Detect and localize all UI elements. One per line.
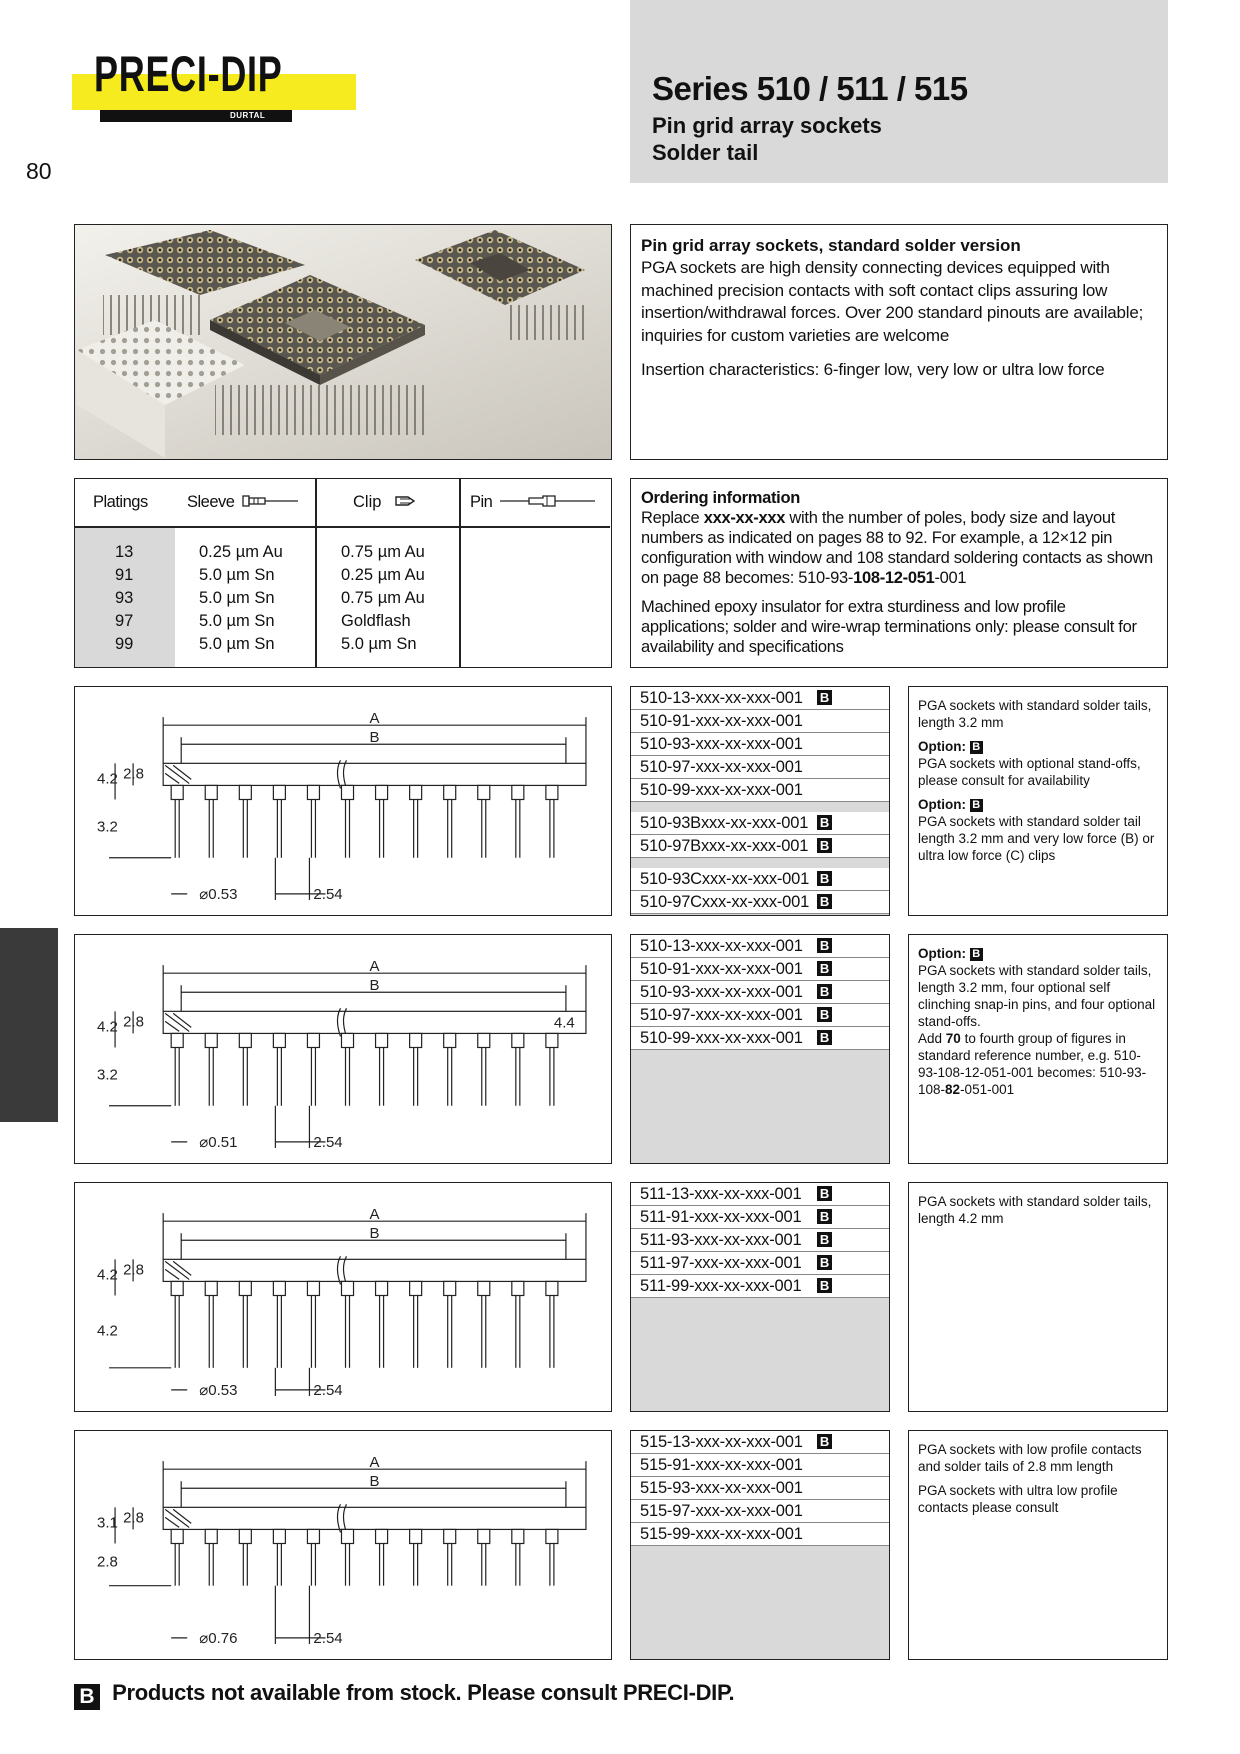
technical-drawing	[75, 935, 611, 1163]
platings-rows	[75, 541, 455, 656]
desc-text: PGA sockets with standard solder tails, length 4.2 mm	[918, 1194, 1152, 1226]
b-badge: B	[817, 1278, 832, 1293]
part-number: 515-97-xxx-xx-xxx-001	[640, 1502, 803, 1520]
product-photo	[74, 224, 612, 460]
b-badge: B	[817, 1030, 832, 1045]
contact-collar	[410, 1281, 422, 1295]
desc-section-4	[908, 1430, 1168, 1660]
contact-collar	[341, 1281, 353, 1295]
b-badge: B	[817, 1232, 832, 1247]
part-number: 510-13-xxx-xx-xxx-001	[640, 689, 803, 707]
logo-wordmark: PRECI-DIP	[94, 46, 283, 102]
dimension-label-height: 4.2	[97, 1266, 118, 1284]
socket-body	[163, 763, 586, 785]
desc-section-3	[908, 1182, 1168, 1412]
part-number: 510-91-xxx-xx-xxx-001	[640, 960, 803, 978]
b-badge: B	[970, 948, 983, 961]
contact-collar	[239, 1281, 251, 1295]
ordering-title: Ordering information	[641, 489, 801, 507]
series-title: Series 510 / 511 / 515	[652, 70, 968, 107]
plating-row: 13 0.25 µm Au 0.75 µm Au	[115, 543, 425, 561]
side-tab	[0, 928, 58, 1122]
header-sleeve: Sleeve	[187, 493, 300, 512]
clip-icon	[394, 494, 418, 508]
header-subtitle-2: Solder tail	[652, 140, 759, 165]
b-badge: B	[817, 984, 832, 999]
part-number: 515-93-xxx-xx-xxx-001	[640, 1479, 803, 1497]
partlist-section-2	[630, 934, 890, 1164]
contact-collar	[444, 1529, 456, 1543]
ordering-p2: Machined epoxy insulator for extra sturdiness and low profile applications; solder and wire-wrap terminations only: please consult for availability and specifications	[641, 598, 1137, 656]
part-number-row	[631, 868, 889, 891]
part-number-row	[631, 935, 889, 958]
plating-row: 91 5.0 µm Sn 0.25 µm Au	[115, 566, 425, 584]
contact-collar	[376, 1281, 388, 1295]
contact-collar	[239, 1033, 251, 1047]
contact-collar	[376, 1529, 388, 1543]
intro-body: PGA sockets are high density connecting devices equipped with machined precision contacts with soft contact clips assuring low insertion/withdrawal forces. Over 200 standard pinouts are available; inquiries for custom varieties are welcome	[641, 258, 1144, 345]
contact-collar	[273, 785, 285, 799]
part-number: 510-99-xxx-xx-xxx-001	[640, 1029, 803, 1047]
part-number: 510-97Bxxx-xx-xxx-001	[640, 837, 809, 855]
dimension-label-tail: 4.2	[97, 1322, 118, 1340]
part-number-row	[631, 958, 889, 981]
dimension-label-tail: 3.2	[97, 818, 118, 836]
socket-body	[163, 1011, 586, 1033]
part-number: 511-13-xxx-xx-xxx-001	[640, 1185, 802, 1203]
part-number: 510-91-xxx-xx-xxx-001	[640, 712, 803, 730]
desc-text: PGA sockets with standard solder tail length 3.2 mm and very low force (B) or ultra low force (C) clips	[918, 814, 1155, 863]
part-number: 511-97-xxx-xx-xxx-001	[640, 1254, 802, 1272]
b-badge: B	[74, 1684, 100, 1710]
list-gap	[631, 858, 889, 868]
contact-collar	[171, 1033, 183, 1047]
part-number-row	[631, 1252, 889, 1275]
part-number-row	[631, 1004, 889, 1027]
dimension-label-pitch: 2.54	[313, 1381, 343, 1399]
part-number: 510-97-xxx-xx-xxx-001	[640, 1006, 803, 1024]
contact-collar	[410, 785, 422, 799]
dimension-label-b: B	[369, 729, 380, 747]
contact-collar	[307, 1529, 319, 1543]
contact-collar	[273, 1529, 285, 1543]
dimension-label-b: B	[369, 1225, 380, 1243]
dimension-label-height: 4.2	[97, 1018, 118, 1036]
contact-collar	[410, 1529, 422, 1543]
part-number-row	[631, 687, 889, 710]
drawing-511	[74, 1182, 612, 1412]
part-number: 511-93-xxx-xx-xxx-001	[640, 1231, 802, 1249]
b-badge: B	[817, 1255, 832, 1270]
logo	[72, 44, 356, 126]
contact-collar	[341, 1033, 353, 1047]
part-number-row	[631, 1229, 889, 1252]
b-badge: B	[817, 690, 832, 705]
technical-drawing	[75, 1431, 611, 1659]
technical-drawing	[75, 687, 611, 915]
part-number: 510-93Cxxx-xx-xxx-001	[640, 870, 810, 888]
header-panel	[630, 0, 1168, 183]
contact-collar	[307, 785, 319, 799]
contact-collar	[444, 1281, 456, 1295]
contact-collar	[205, 1281, 217, 1295]
option-label: Option: B	[918, 796, 1158, 813]
b-badge: B	[970, 799, 983, 812]
dimension-label-right: 4.4	[553, 1014, 575, 1032]
contact-collar	[478, 1529, 490, 1543]
option-label: Option: B	[918, 738, 1158, 755]
part-number-row	[631, 1027, 889, 1050]
part-number-row	[631, 1477, 889, 1500]
contact-collar	[478, 1033, 490, 1047]
contact-collar	[205, 1033, 217, 1047]
pin-icon	[499, 494, 597, 508]
drawing-515	[74, 1430, 612, 1660]
drawing-510-standard	[74, 686, 612, 916]
part-number-row	[631, 1431, 889, 1454]
footer-text: Products not available from stock. Please consult PRECI-DIP.	[112, 1680, 735, 1705]
b-badge: B	[817, 961, 832, 976]
contact-collar	[444, 1033, 456, 1047]
socket-body	[163, 1259, 586, 1281]
part-number: 510-93Bxxx-xx-xxx-001	[640, 814, 809, 832]
dimension-label-tail: 3.2	[97, 1066, 118, 1084]
table-header-rule	[75, 526, 610, 528]
socket-body	[163, 1507, 586, 1529]
contact-collar	[341, 785, 353, 799]
contact-collar	[171, 1529, 183, 1543]
part-number: 515-13-xxx-xx-xxx-001	[640, 1433, 803, 1451]
partlist-section-4	[630, 1430, 890, 1660]
b-badge: B	[817, 871, 832, 886]
contact-collar	[307, 1281, 319, 1295]
intro-title: Pin grid array sockets, standard solder version	[641, 236, 1021, 255]
header-subtitle-1: Pin grid array sockets	[652, 113, 882, 138]
dimension-label-a: A	[369, 1454, 380, 1472]
contact-collar	[478, 1281, 490, 1295]
partlist-section-1	[630, 686, 890, 916]
contact-collar	[341, 1529, 353, 1543]
dimension-label-height: 3.1	[97, 1514, 118, 1532]
dimension-label-a: A	[369, 958, 380, 976]
footer-note	[74, 1680, 734, 1710]
desc-text: PGA sockets with standard solder tails, length 3.2 mm	[918, 698, 1152, 730]
dimension-label-body: 2.8	[123, 765, 144, 783]
dimension-label-a: A	[369, 1206, 380, 1224]
logo-sub-text: DURTAL	[230, 111, 266, 120]
b-badge: B	[817, 815, 832, 830]
ordering-p1: Replace xxx-xx-xxx with the number of poles, body size and layout numbers as indicated on pages 88 to 92. For example, a 12×12 pin configuration with window and 108 standard soldering contacts as shown on page 88 becomes: 510-93-108-12-051-001	[641, 509, 1153, 587]
plating-row: 93 5.0 µm Sn 0.75 µm Au	[115, 589, 425, 607]
contact-collar	[171, 785, 183, 799]
b-badge: B	[817, 1209, 832, 1224]
contact-collar	[205, 785, 217, 799]
dimension-label-b: B	[369, 977, 380, 995]
ordering-panel	[630, 478, 1168, 668]
contact-collar	[512, 785, 524, 799]
header-clip: Clip	[353, 493, 418, 512]
header-platings: Platings	[93, 493, 148, 511]
contact-collar	[512, 1033, 524, 1047]
contact-collar	[273, 1281, 285, 1295]
desc-text: PGA sockets with optional stand-offs, please consult for availability	[918, 756, 1141, 788]
contact-collar	[512, 1281, 524, 1295]
contact-collar	[307, 1033, 319, 1047]
contact-collar	[546, 1529, 558, 1543]
dimension-label-body: 2.8	[123, 1261, 144, 1279]
part-number: 510-97Cxxx-xx-xxx-001	[640, 893, 810, 911]
part-number-row	[631, 1500, 889, 1523]
part-number: 511-99-xxx-xx-xxx-001	[640, 1277, 802, 1295]
part-number: 510-13-xxx-xx-xxx-001	[640, 937, 803, 955]
contact-collar	[376, 1033, 388, 1047]
contact-collar	[376, 785, 388, 799]
b-badge: B	[817, 938, 832, 953]
contact-collar	[546, 1033, 558, 1047]
part-number-row	[631, 1275, 889, 1298]
option-label: Option: B	[918, 945, 1158, 962]
dimension-label-body: 2.8	[123, 1509, 144, 1527]
part-number-row	[631, 835, 889, 858]
part-number-row	[631, 812, 889, 835]
contact-collar	[444, 785, 456, 799]
contact-collar	[205, 1529, 217, 1543]
dimension-label-height: 4.2	[97, 770, 118, 788]
desc-text: PGA sockets with standard solder tails, length 3.2 mm, four optional self clinching snap-in pins, and four optional stand-offs.	[918, 963, 1156, 1029]
part-number: 510-99-xxx-xx-xxx-001	[640, 781, 803, 799]
b-badge: B	[817, 1434, 832, 1449]
technical-drawing	[75, 1183, 611, 1411]
part-number-row	[631, 1183, 889, 1206]
platings-table	[74, 478, 612, 668]
b-badge: B	[817, 894, 832, 909]
contact-collar	[410, 1033, 422, 1047]
dimension-label-body: 2.8	[123, 1013, 144, 1031]
part-number-row	[631, 1206, 889, 1229]
part-number-row	[631, 733, 889, 756]
desc-text: Add 70 to fourth group of figures in standard reference number, e.g. 510-93-108-12-051-001 becomes: 510-93-108-82-051-001	[918, 1031, 1147, 1097]
part-number: 515-91-xxx-xx-xxx-001	[640, 1456, 803, 1474]
part-number-row	[631, 779, 889, 802]
part-number-row	[631, 891, 889, 914]
desc-text: PGA sockets with low profile contacts and solder tails of 2.8 mm length	[918, 1442, 1142, 1474]
dimension-label-pitch: 2.54	[313, 885, 343, 903]
desc-text: PGA sockets with ultra low profile contacts please consult	[918, 1483, 1118, 1515]
dimension-label-diameter: ⌀0.53	[199, 885, 238, 903]
part-number-row	[631, 1523, 889, 1546]
contact-collar	[546, 1281, 558, 1295]
contact-collar	[239, 1529, 251, 1543]
dimension-label-b: B	[369, 1473, 380, 1491]
part-number: 515-99-xxx-xx-xxx-001	[640, 1525, 803, 1543]
contact-collar	[512, 1529, 524, 1543]
contact-collar	[239, 785, 251, 799]
contact-collar	[478, 785, 490, 799]
table-col-rule-2	[459, 479, 461, 667]
dimension-label-a: A	[369, 710, 380, 728]
page-number: 80	[26, 158, 52, 184]
dimension-label-pitch: 2.54	[313, 1629, 343, 1647]
intro-insertion: Insertion characteristics: 6-finger low, very low or ultra low force	[641, 360, 1105, 379]
b-badge: B	[817, 838, 832, 853]
part-number-row	[631, 981, 889, 1004]
contact-collar	[546, 785, 558, 799]
desc-section-1	[908, 686, 1168, 916]
plating-row: 97 5.0 µm Sn Goldflash	[115, 612, 411, 630]
list-gap	[631, 802, 889, 812]
sleeve-icon	[242, 494, 300, 508]
partlist-section-3	[630, 1182, 890, 1412]
part-number: 510-93-xxx-xx-xxx-001	[640, 735, 803, 753]
dimension-label-diameter: ⌀0.76	[199, 1629, 238, 1647]
intro-panel	[630, 224, 1168, 460]
contact-collar	[273, 1033, 285, 1047]
dimension-label-diameter: ⌀0.53	[199, 1381, 238, 1399]
part-number: 510-93-xxx-xx-xxx-001	[640, 983, 803, 1001]
pga-sockets-photo-icon	[75, 225, 610, 458]
header-pin: Pin	[470, 493, 597, 512]
dimension-label-tail: 2.8	[97, 1553, 118, 1571]
b-badge: B	[817, 1007, 832, 1022]
part-number-row	[631, 710, 889, 733]
desc-section-2	[908, 934, 1168, 1164]
part-number-row	[631, 1454, 889, 1477]
drawing-510-option	[74, 934, 612, 1164]
dimension-label-diameter: ⌀0.51	[199, 1133, 238, 1151]
part-number: 511-91-xxx-xx-xxx-001	[640, 1208, 802, 1226]
plating-row: 99 5.0 µm Sn 5.0 µm Sn	[115, 635, 417, 653]
part-number-row	[631, 756, 889, 779]
part-number: 510-97-xxx-xx-xxx-001	[640, 758, 803, 776]
b-badge: B	[817, 1186, 832, 1201]
b-badge: B	[970, 741, 983, 754]
contact-collar	[171, 1281, 183, 1295]
dimension-label-pitch: 2.54	[313, 1133, 343, 1151]
